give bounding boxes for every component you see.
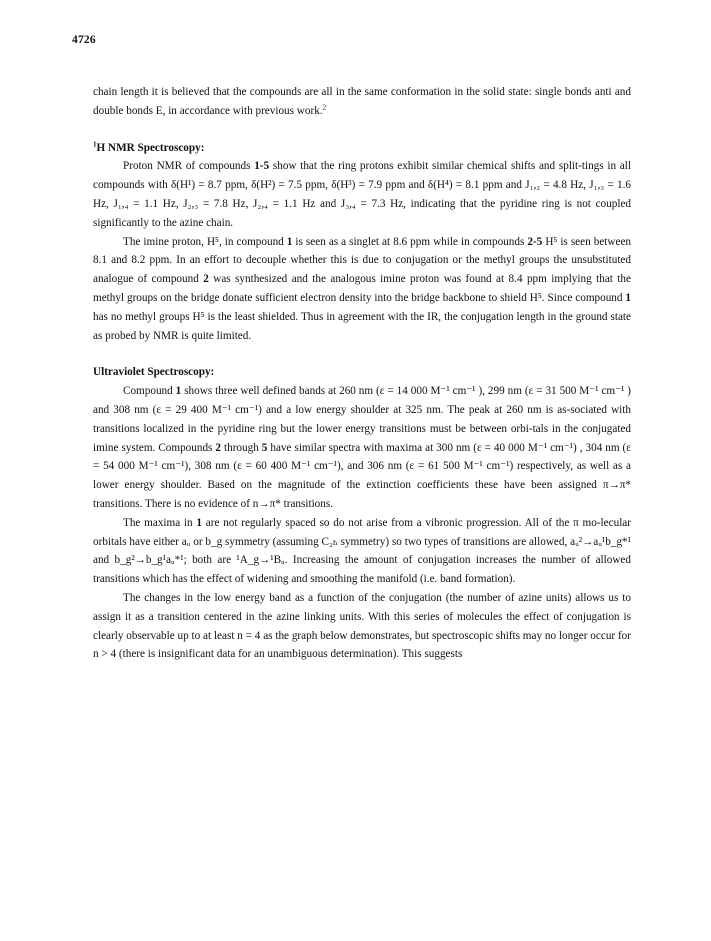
- uv-p1-text-a: Compound: [123, 385, 176, 398]
- nmr-heading-text: H NMR Spectroscopy:: [96, 141, 205, 154]
- nmr-p1-text-b: show that the ring protons exhibit similar chemical shifts and split-tings in all compounds with δ(H¹) = 8.7 ppm, δ(H²) = 7.5 ppm, δ(H³) = 7.9 ppm and δ(H⁴) = 8.1 ppm and J₁,₂ = 4.8 Hz, J₁,₃ = 1.6 Hz, J₁,₄ = 1.1 Hz, J₂,₃ = 7.8 Hz, J₂,₄ = 1.1 Hz and J₃,₄ = 7.3 Hz, indicating that the pyridine ring is not coupled significantly to the azine chain.: [93, 160, 631, 229]
- uv-p1-text-b: shows three well defined bands at 260 nm (ε = 14 000 M⁻¹ cm⁻¹ ), 299 nm (ε = 31 500 M⁻¹ cm⁻¹ ) and 308 nm (ε = 29 400 M⁻¹ cm⁻¹) and a low energy shoulder at 325 nm. The peak at 260 nm is as-sociated with transitions localized in the pyridine ring but the lower energy transitions must be between orbi-tals in the conjugated imine system. Compounds: [93, 385, 632, 454]
- uv-p1-text-d: have similar spectra with maxima at 300 nm (ε = 40 000 M⁻¹ cm⁻¹) , 304 nm (ε = 54 000 M⁻¹ cm⁻¹), 308 nm (ε = 60 400 M⁻¹ cm⁻¹), and 306 nm (ε = 61 500 M⁻¹ cm⁻¹) respectively, as well as a lower energy shoulder. Based on the magnitude of the extinction coefficients these have been assigned π→π* transitions. There is no evidence of n→π* transitions.: [93, 441, 631, 510]
- intro-text: chain length it is believed that the compounds are all in the same conformation in the solid state: single bonds anti and double bonds E, in accordance with previous work.: [93, 86, 631, 117]
- compound-ref: 2-5: [527, 235, 543, 248]
- compound-ref: 1: [286, 235, 293, 248]
- compound-ref: 5: [261, 441, 268, 454]
- nmr-p2-text-b: is seen as a singlet at 8.6 ppm while in compounds: [292, 235, 528, 248]
- nmr-p2-text-c: H⁵ is seen between 8.1 and 8.2 ppm. In an effort to decouple whether this is due to conjugation or the methyl groups the unsubstituted analogue of compound: [93, 235, 632, 286]
- compound-ref: 2: [203, 273, 209, 286]
- uv-paragraph-2: [93, 514, 631, 589]
- nmr-p2-text-e: has no methyl groups H⁵ is the least shielded. Thus in agreement with the IR, the conjugation length in the ground state as probed by NMR is quite limited.: [93, 310, 631, 342]
- compound-ref: 1: [175, 385, 182, 398]
- uv-paragraph-3: The changes in the low energy band as a function of the conjugation (the number of azine units) allows us to assign it as a transition centered in the azine linking units. With this series of molecules the effect of conjugation is clearly observable up to at least n = 4 as the graph below demonstrates, but spectroscopic shifts may no longer occur for n > 4 (there is insignificant data for an unambiguous determination). This suggests: [93, 591, 631, 661]
- uv-p2-text-a: The maxima in: [123, 516, 197, 529]
- uv-section-heading: Ultraviolet Spectroscopy:: [93, 366, 215, 379]
- compound-ref: 1: [196, 516, 203, 529]
- nmr-section-heading: [93, 139, 631, 158]
- uv-paragraph-1: [93, 382, 631, 514]
- uv-p1-text-c: through: [221, 441, 262, 454]
- uv-p2-text-b: are not regularly spaced so do not arise from a vibronic progression. All of the π mo-lecular orbitals have either aᵤ or b_g symmetry (assuming C₂ₕ symmetry) so two types of transitions are allowed, aᵤ²→aᵤ¹b_g*¹ and b_g²→b_g¹aᵤ*¹; both are ¹A_g→¹Bᵤ. Increasing the amount of conjugation increases the number of allowed transitions which has the effect of widening and smoothing the manifold (i.e. band formation).: [93, 516, 631, 586]
- page-number: 4726: [72, 34, 96, 46]
- compound-ref: 1: [625, 291, 631, 304]
- compound-ref: 2: [215, 441, 221, 454]
- intro-paragraph: [93, 83, 631, 121]
- nmr-paragraph-1: [93, 157, 631, 232]
- nmr-paragraph-2: [93, 233, 631, 346]
- nmr-p2-text-a: The imine proton, H⁵, in compound: [123, 235, 287, 248]
- nmr-heading-superscript: 1: [93, 139, 97, 148]
- page-body: [93, 83, 631, 664]
- compound-ref: 1-5: [254, 160, 270, 173]
- nmr-p1-text-a: Proton NMR of compounds: [123, 160, 255, 173]
- nmr-p2-text-d: was synthesized and the analogous imine proton was found at 8.4 ppm implying that the methyl groups on the bridge donate sufficient electron density into the bridge backbone to shield H⁵. Since compound: [93, 273, 631, 304]
- reference-superscript: 2: [322, 103, 327, 112]
